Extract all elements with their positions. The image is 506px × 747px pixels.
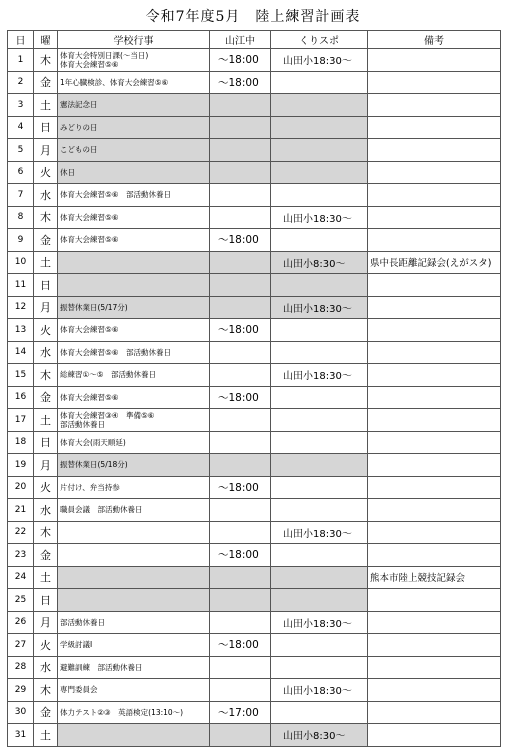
- note-cell: [368, 521, 501, 544]
- kurispo-cell: [271, 454, 368, 477]
- kurispo-cell: 山田小8:30～: [271, 724, 368, 747]
- weekday-cell: 日: [34, 274, 58, 297]
- note-cell: [368, 161, 501, 184]
- table-row: [8, 206, 501, 229]
- day-cell: 24: [8, 566, 34, 589]
- note-cell: [368, 341, 501, 364]
- day-cell: 4: [8, 116, 34, 139]
- weekday-cell: 水: [34, 656, 58, 679]
- yamae-cell: [210, 499, 271, 522]
- yamae-cell: ～18:00: [210, 544, 271, 567]
- day-cell: 20: [8, 476, 34, 499]
- event-cell: 職員会議 部活動休養日: [58, 499, 210, 522]
- header-weekday: 曜: [34, 31, 58, 49]
- weekday-cell: 木: [34, 206, 58, 229]
- kurispo-cell: 山田小18:30～: [271, 679, 368, 702]
- table-row: [8, 274, 501, 297]
- weekday-cell: 木: [34, 521, 58, 544]
- kurispo-cell: [271, 499, 368, 522]
- table-row: [8, 656, 501, 679]
- note-cell: [368, 589, 501, 612]
- yamae-cell: ～18:00: [210, 386, 271, 409]
- table-row: [8, 71, 501, 94]
- note-cell: [368, 364, 501, 387]
- day-cell: 28: [8, 656, 34, 679]
- weekday-cell: 土: [34, 251, 58, 274]
- event-cell: 部活動休養日: [58, 611, 210, 634]
- day-cell: 9: [8, 229, 34, 252]
- weekday-cell: 日: [34, 589, 58, 612]
- note-cell: [368, 71, 501, 94]
- day-cell: 13: [8, 319, 34, 342]
- table-row: [8, 566, 501, 589]
- kurispo-cell: 山田小18:30～: [271, 611, 368, 634]
- day-cell: 16: [8, 386, 34, 409]
- event-cell: 体育大会練習⑤⑥: [58, 206, 210, 229]
- note-cell: [368, 454, 501, 477]
- header-yamae-jhs: 山江中: [210, 31, 271, 49]
- kurispo-cell: 山田小18:30～: [271, 206, 368, 229]
- day-cell: 10: [8, 251, 34, 274]
- note-cell: [368, 94, 501, 117]
- event-cell: [58, 566, 210, 589]
- table-row: [8, 499, 501, 522]
- yamae-cell: [210, 566, 271, 589]
- yamae-cell: ～18:00: [210, 49, 271, 72]
- weekday-cell: 月: [34, 296, 58, 319]
- kurispo-cell: [271, 71, 368, 94]
- kurispo-cell: [271, 544, 368, 567]
- yamae-cell: [210, 251, 271, 274]
- note-cell: [368, 544, 501, 567]
- event-cell: 1年心臓検診、体育大会練習⑤⑥: [58, 71, 210, 94]
- kurispo-cell: 山田小18:30～: [271, 364, 368, 387]
- note-cell: [368, 409, 501, 432]
- note-cell: [368, 49, 501, 72]
- weekday-cell: 土: [34, 409, 58, 432]
- event-cell: 片付け、弁当持参: [58, 476, 210, 499]
- table-row: [8, 589, 501, 612]
- event-cell: 体育大会練習⑤⑥: [58, 319, 210, 342]
- day-cell: 27: [8, 634, 34, 657]
- table-row: [8, 634, 501, 657]
- day-cell: 21: [8, 499, 34, 522]
- table-row: [8, 476, 501, 499]
- kurispo-cell: [271, 319, 368, 342]
- day-cell: 6: [8, 161, 34, 184]
- note-cell: [368, 229, 501, 252]
- event-cell: 学級討議Ⅰ: [58, 634, 210, 657]
- day-cell: 17: [8, 409, 34, 432]
- weekday-cell: 土: [34, 724, 58, 747]
- note-cell: [368, 656, 501, 679]
- header-day: 日: [8, 31, 34, 49]
- kurispo-cell: [271, 701, 368, 724]
- weekday-cell: 金: [34, 544, 58, 567]
- note-cell: [368, 679, 501, 702]
- weekday-cell: 月: [34, 139, 58, 162]
- yamae-cell: [210, 521, 271, 544]
- table-row: [8, 364, 501, 387]
- event-cell: 振替休業日(5/18分): [58, 454, 210, 477]
- note-cell: [368, 319, 501, 342]
- yamae-cell: [210, 724, 271, 747]
- event-cell: 体育大会(雨天順延): [58, 431, 210, 454]
- weekday-cell: 金: [34, 71, 58, 94]
- yamae-cell: ～18:00: [210, 71, 271, 94]
- table-row: [8, 679, 501, 702]
- table-row: [8, 431, 501, 454]
- event-cell: 総練習①～⑤ 部活動休養日: [58, 364, 210, 387]
- yamae-cell: ～18:00: [210, 229, 271, 252]
- event-cell: 憲法記念日: [58, 94, 210, 117]
- table-row: [8, 161, 501, 184]
- day-cell: 22: [8, 521, 34, 544]
- yamae-cell: ～17:00: [210, 701, 271, 724]
- day-cell: 5: [8, 139, 34, 162]
- note-cell: [368, 386, 501, 409]
- yamae-cell: [210, 116, 271, 139]
- event-cell: [58, 274, 210, 297]
- event-cell: [58, 521, 210, 544]
- yamae-cell: [210, 409, 271, 432]
- day-cell: 2: [8, 71, 34, 94]
- event-cell: [58, 724, 210, 747]
- header-kurispo: くりスポ: [271, 31, 368, 49]
- kurispo-cell: [271, 476, 368, 499]
- event-cell: 振替休業日(5/17分): [58, 296, 210, 319]
- kurispo-cell: [271, 656, 368, 679]
- table-row: [8, 386, 501, 409]
- weekday-cell: 土: [34, 94, 58, 117]
- header-school-events: 学校行事: [58, 31, 210, 49]
- yamae-cell: [210, 589, 271, 612]
- header-notes: 備考: [368, 31, 501, 49]
- weekday-cell: 火: [34, 319, 58, 342]
- table-row: [8, 94, 501, 117]
- day-cell: 19: [8, 454, 34, 477]
- event-cell: 避難訓練 部活動休養日: [58, 656, 210, 679]
- yamae-cell: [210, 341, 271, 364]
- yamae-cell: [210, 94, 271, 117]
- day-cell: 18: [8, 431, 34, 454]
- header-row: [8, 31, 501, 49]
- table-row: [8, 521, 501, 544]
- yamae-cell: ～18:00: [210, 634, 271, 657]
- day-cell: 31: [8, 724, 34, 747]
- yamae-cell: [210, 431, 271, 454]
- table-row: [8, 544, 501, 567]
- weekday-cell: 水: [34, 341, 58, 364]
- note-cell: [368, 274, 501, 297]
- weekday-cell: 火: [34, 634, 58, 657]
- day-cell: 8: [8, 206, 34, 229]
- kurispo-cell: [271, 589, 368, 612]
- kurispo-cell: [271, 409, 368, 432]
- day-cell: 7: [8, 184, 34, 207]
- day-cell: 12: [8, 296, 34, 319]
- yamae-cell: ～18:00: [210, 319, 271, 342]
- event-cell: こどもの日: [58, 139, 210, 162]
- day-cell: 25: [8, 589, 34, 612]
- day-cell: 3: [8, 94, 34, 117]
- weekday-cell: 日: [34, 116, 58, 139]
- day-cell: 29: [8, 679, 34, 702]
- event-cell: 体育大会練習③④ 準備⑤⑥ 部活動休養日: [58, 409, 210, 432]
- kurispo-cell: 山田小8:30～: [271, 251, 368, 274]
- event-cell: 体力テスト②③ 英語検定(13:10～): [58, 701, 210, 724]
- yamae-cell: [210, 611, 271, 634]
- table-row: [8, 454, 501, 477]
- event-cell: 体育大会練習⑤⑥: [58, 229, 210, 252]
- note-cell: [368, 431, 501, 454]
- yamae-cell: [210, 296, 271, 319]
- note-cell: [368, 724, 501, 747]
- kurispo-cell: 山田小18:30～: [271, 521, 368, 544]
- note-cell: [368, 184, 501, 207]
- note-cell: 熊本市陸上競技記録会: [368, 566, 501, 589]
- yamae-cell: [210, 161, 271, 184]
- kurispo-cell: [271, 184, 368, 207]
- yamae-cell: [210, 139, 271, 162]
- day-cell: 1: [8, 49, 34, 72]
- event-cell: みどりの日: [58, 116, 210, 139]
- event-cell: 体育大会練習⑤⑥: [58, 386, 210, 409]
- table-row: [8, 251, 501, 274]
- weekday-cell: 火: [34, 161, 58, 184]
- weekday-cell: 金: [34, 386, 58, 409]
- kurispo-cell: [271, 431, 368, 454]
- yamae-cell: [210, 184, 271, 207]
- note-cell: [368, 206, 501, 229]
- weekday-cell: 火: [34, 476, 58, 499]
- event-cell: [58, 589, 210, 612]
- table-row: [8, 139, 501, 162]
- yamae-cell: ～18:00: [210, 476, 271, 499]
- kurispo-cell: [271, 94, 368, 117]
- note-cell: [368, 701, 501, 724]
- day-cell: 15: [8, 364, 34, 387]
- weekday-cell: 金: [34, 229, 58, 252]
- table-row: [8, 229, 501, 252]
- note-cell: 県中長距離記録会(えがスタ): [368, 251, 501, 274]
- weekday-cell: 月: [34, 611, 58, 634]
- day-cell: 14: [8, 341, 34, 364]
- weekday-cell: 木: [34, 679, 58, 702]
- kurispo-cell: [271, 274, 368, 297]
- yamae-cell: [210, 679, 271, 702]
- yamae-cell: [210, 656, 271, 679]
- kurispo-cell: 山田小18:30～: [271, 296, 368, 319]
- day-cell: 26: [8, 611, 34, 634]
- table-row: [8, 184, 501, 207]
- event-cell: 体育大会練習⑤⑥ 部活動休養日: [58, 341, 210, 364]
- event-cell: 体育大会練習⑤⑥ 部活動休養日: [58, 184, 210, 207]
- event-cell: 休日: [58, 161, 210, 184]
- note-cell: [368, 634, 501, 657]
- event-cell: [58, 544, 210, 567]
- weekday-cell: 木: [34, 364, 58, 387]
- table-row: [8, 409, 501, 432]
- note-cell: [368, 116, 501, 139]
- page-title: 令和7年度5月 陸上練習計画表: [145, 9, 361, 25]
- weekday-cell: 水: [34, 184, 58, 207]
- table-row: [8, 49, 501, 72]
- kurispo-cell: [271, 341, 368, 364]
- note-cell: [368, 499, 501, 522]
- weekday-cell: 金: [34, 701, 58, 724]
- event-cell: 体育大会特別日課(～当日) 体育大会練習⑤⑥: [58, 49, 210, 72]
- table-row: [8, 701, 501, 724]
- table-row: [8, 724, 501, 747]
- kurispo-cell: [271, 566, 368, 589]
- weekday-cell: 土: [34, 566, 58, 589]
- table-row: [8, 611, 501, 634]
- kurispo-cell: 山田小18:30～: [271, 49, 368, 72]
- yamae-cell: [210, 364, 271, 387]
- note-cell: [368, 476, 501, 499]
- event-cell: [58, 251, 210, 274]
- yamae-cell: [210, 206, 271, 229]
- kurispo-cell: [271, 139, 368, 162]
- kurispo-cell: [271, 386, 368, 409]
- note-cell: [368, 139, 501, 162]
- kurispo-cell: [271, 229, 368, 252]
- weekday-cell: 日: [34, 431, 58, 454]
- weekday-cell: 月: [34, 454, 58, 477]
- event-cell: 専門委員会: [58, 679, 210, 702]
- kurispo-cell: [271, 116, 368, 139]
- note-cell: [368, 611, 501, 634]
- weekday-cell: 木: [34, 49, 58, 72]
- note-cell: [368, 296, 501, 319]
- table-row: [8, 319, 501, 342]
- day-cell: 30: [8, 701, 34, 724]
- yamae-cell: [210, 454, 271, 477]
- table-row: [8, 116, 501, 139]
- kurispo-cell: [271, 634, 368, 657]
- table-row: [8, 296, 501, 319]
- day-cell: 11: [8, 274, 34, 297]
- kurispo-cell: [271, 161, 368, 184]
- table-row: [8, 341, 501, 364]
- yamae-cell: [210, 274, 271, 297]
- day-cell: 23: [8, 544, 34, 567]
- practice-schedule-table: [7, 30, 501, 747]
- weekday-cell: 水: [34, 499, 58, 522]
